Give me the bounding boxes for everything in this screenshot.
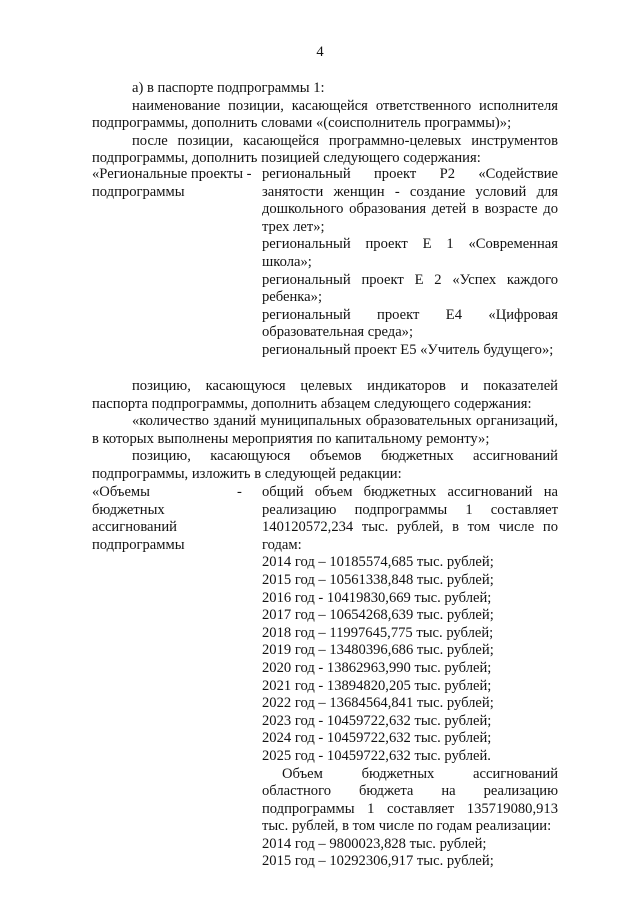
regional-project-p2: региональный проект Р2 «Содействие занятости женщин - создание условий для дошкольного образования детей в возрасте до трех лет»; [262,166,558,235]
regional-projects-label: «Региональные проекты - подпрограммы [92,166,252,200]
page-number: 4 [316,44,324,60]
budget-regional-year-row: 2014 год – 9800023,828 тыс. рублей; [262,835,487,852]
indicators-paragraph-2: «количество зданий муниципальных образовательных организаций, в которых выполнены мероприятия по капитальному ремонту»; [92,413,558,447]
budget-regional-year-row: 2015 год – 10292306,917 тыс. рублей; [262,853,494,870]
budget-label-line: подпрограммы [92,536,185,553]
budget-year-row: 2023 год - 10459722,632 тыс. рублей; [262,712,492,729]
budget-regional-total: Объем бюджетных ассигнований областного бюджета на реализацию подпрограммы 1 составляет 135719080,913 тыс. рублей, в том числе по годам реализации: [262,765,558,835]
budget-year-row: 2018 год – 11997645,775 тыс. рублей; [262,624,494,641]
regional-projects-list [262,166,558,360]
budget-year-row: 2022 год – 13684564,841 тыс. рублей; [262,695,494,712]
regional-projects-table [92,166,558,370]
budget-year-row: 2014 год – 10185574,685 тыс. рублей; [262,554,494,571]
budget-year-row: 2024 год - 10459722,632 тыс. рублей; [262,730,492,747]
budget-year-row: 2015 год – 10561338,848 тыс. рублей; [262,571,494,588]
indicators-paragraph-3: позицию, касающуюся объемов бюджетных ассигнований подпрограммы, изложить в следующей редакции: [92,448,558,482]
item-a: а) в паспорте подпрограммы 1: [132,80,325,96]
budget-content [262,484,558,871]
budget-label [92,484,257,554]
indicators-section [92,378,558,484]
budget-table [92,484,558,870]
regional-project-e5: региональный проект Е5 «Учитель будущего»; [262,341,554,358]
indicators-paragraph-1: позицию, касающуюся целевых индикаторов и показателей паспорта подпрограммы, дополнить абзацем следующего содержания: [92,378,558,412]
budget-label-line: бюджетных [92,501,165,518]
budget-year-row: 2021 год - 13894820,205 тыс. рублей; [262,677,492,694]
regional-project-e4: региональный проект Е4 «Цифровая образовательная среда»; [262,306,558,341]
budget-year-row: 2016 год - 10419830,669 тыс. рублей; [262,589,492,606]
budget-year-row: 2025 год - 10459722,632 тыс. рублей. [262,747,491,764]
budget-year-row: 2019 год – 13480396,686 тыс. рублей; [262,642,494,659]
budget-label-line: «Объемы [92,484,150,500]
budget-label-line: ассигнований [92,519,177,536]
budget-year-row: 2020 год - 13862963,990 тыс. рублей; [262,659,492,676]
intro-paragraph-1: наименование позиции, касающейся ответственного исполнителя подпрограммы, дополнить словами «(соисполнитель программы)»; [92,97,558,132]
intro-section [92,80,558,168]
intro-paragraph-2: после позиции, касающейся программно-целевых инструментов подпрограммы, дополнить позицией следующего содержания: [92,132,558,167]
regional-project-e1: региональный проект Е 1 «Современная школа»; [262,236,558,270]
budget-total: общий объем бюджетных ассигнований на реализацию подпрограммы 1 составляет 140120572,234 тыс. рублей, в том числе по годам: [262,484,558,553]
budget-year-row: 2017 год – 10654268,639 тыс. рублей; [262,607,494,624]
budget-dash: - [237,484,242,500]
regional-project-e2: региональный проект Е 2 «Успех каждого ребенка»; [262,271,558,306]
